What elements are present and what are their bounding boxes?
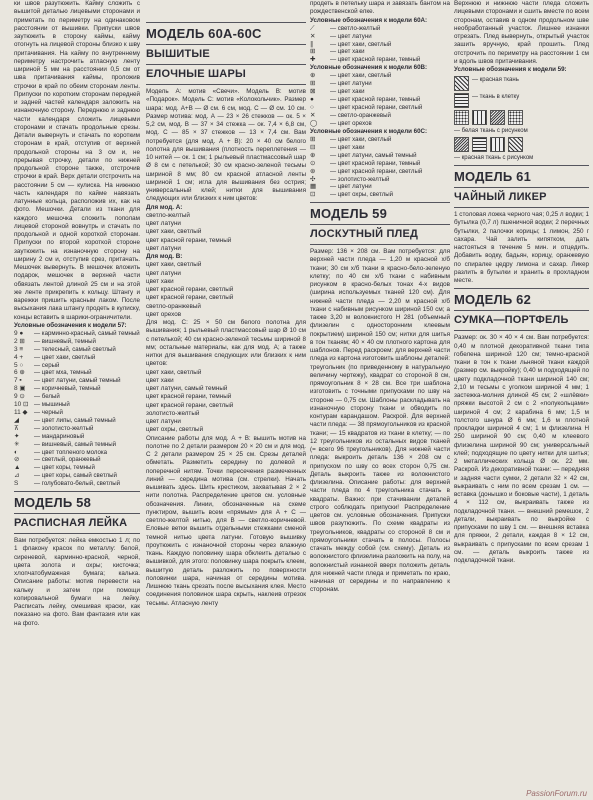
model-58-title: МОДЕЛЬ 58 [14, 495, 92, 511]
model-60-title: МОДЕЛЬ 60А-60С [146, 26, 262, 41]
stitch-symbol-icon: 8 ▣ [14, 385, 26, 393]
stitch-symbol-icon: ● [310, 96, 314, 104]
model-61-name: ЧАЙНЫЙ ЛИКЕР [454, 191, 547, 204]
legend-item: ✕ — цвет латуни [310, 32, 372, 40]
swatch-row-patterns [454, 110, 589, 125]
stitch-symbol-icon: ⊕ [310, 151, 316, 159]
divider [454, 165, 589, 166]
legend-item: ▲ — цвет коры, темный [14, 464, 95, 472]
legend-item: 9 ● — карминно-красный, самый темный [14, 329, 140, 337]
model-58-body: Вам потребуется: лейка емкостью 1 л; по 1 флакону красок по металлу: белой, сиреневой, карминно-красной, черной, цвета золота и охры; кисточка; хлопчатобумажная бумага; калька. Описание работы: мотив перевести на кальку и затем при помощи копировальной бумаги на лейку. Расписать лейку, смешивая краски, как показано на фото. Вам фантазия или как на фото. [14, 537, 140, 627]
list-c-item: цвет латуни, самый темный [146, 385, 228, 392]
watermark: PassionForum.ru [526, 789, 587, 798]
stitch-symbol-icon: ✚ [310, 56, 316, 64]
plaid-fabric-swatch [454, 93, 469, 108]
stitch-symbol-icon: ⊞ [310, 135, 316, 143]
col3-top-text: продеть в петельку шара и завязать бантом на рождественской елке. [310, 0, 450, 16]
legend-item: ⊡ — цвет охры, светлый [310, 191, 394, 199]
list-b-item: цвет красной герани, светлый [146, 286, 234, 293]
model-59-title: МОДЕЛЬ 59 [310, 206, 388, 222]
model-61-body: 1 столовая ложка черного чая; 0,25 л водки; 1 бутылка (0,7 л) пшеничной водки; 2 перечных бутылки, 2 палочки корицы; 1 лимон, 250 г сахара. Чай залить кипятком, дать настояться в течение 5 мин. и отцедить. Добавить водку, бадьян, корицу, оранжевую по спиралке цедру лимона и сахар. Ликер разлить в бутылки и хранить в прохладном месте. [454, 211, 589, 285]
stitch-symbol-icon: 9 ⊙ [14, 393, 25, 401]
printed-fabric-swatch [472, 137, 487, 152]
printed-fabric-swatch [454, 137, 469, 152]
legend-item: ✣ — золотисто-желтый [310, 175, 390, 183]
legend-item: 4 + — цвет хаки, светлый [14, 353, 96, 361]
list-a-item: светло-желтый [146, 211, 190, 219]
divider [310, 202, 450, 203]
legend-item: ⊟ — цвет хаки [310, 143, 365, 151]
legend-item: ⊞ — цвет хаки [310, 48, 365, 56]
printed-fabric-swatch [490, 110, 505, 125]
list-b-item: цвет хаки, светлый [146, 261, 202, 269]
stitch-symbol-icon: ○ [310, 104, 314, 112]
legend-item: ◐ — цвет топленого молока [14, 448, 108, 456]
legend-item: ⊕ — цвет латуни, самый темный [310, 151, 417, 159]
legend-item: ● — цвет красной герани, темный [310, 96, 421, 104]
legend-item: ✳ — вишневый, самый темный [14, 440, 117, 448]
legend-item: ⊘ — светлый, оранжевый [14, 456, 101, 464]
list-c-item: цвет латуни [146, 418, 181, 425]
stitch-symbol-icon: ⊡ [310, 191, 316, 199]
divider [146, 22, 306, 23]
legend-60a-title: Условные обозначения к модели 60А: [310, 16, 428, 24]
list-a-item: цвет хаки, светлый [146, 228, 202, 236]
legend-60b-title: Условные обозначения к модели 60В: [310, 64, 428, 72]
model-59-body: Размер: 136 × 208 см. Вам потребуется: для верхней части пледа — 1,20 м красной х/б ткани; 30 см х/б ткани в красно-бело-зеленую клетку; по 40 см х/б ткани с набивным рисунком в красно-белых тонах 4-х видов (ширина используемых тканей 120 см). Для нижней части пледа — 2,20 м красной х/б ткани с набивным рисунком шириной 150 см; а также 3,20 м волокнистого H 281 (объемный флизелин с односторонним клеевым покрытием) шириной 150 см; нитки для шитья в тон тканям; 40 × 40 см плотного картона для шаблонов. Перед раскроем: для верхней части пледа из картона изготовить шаблоны деталей: треугольник (по приведенному в натуральную величину чертежу), квадрат со стороной 8 см, прямоугольник 8 × 28 см. Все три шаблона изготовить с точными припусками по шву на стороне — 0,75 см. Шаблоны раскладывать на изнаночную сторону ткани и обводить по контурам карандашом. Раскрой. Для верхней части пледа: — 38 прямоугольников из красной ткани; — 15 квадратов из ткани в клетку; — по 12 треугольников из остальных видов тканей (= всего 96 треугольников). Для нижней части пледа: выкроить деталь 136 × 208 см с припуском по шву со всех сторон 0,75 см. Деталь выкроить также из волокнистого флизелина. Описание работы: для верхней части пледа по 4 треугольника стачать в квадраты. Важно: при стачивании деталей строго соблюдать припуски! Распределение цветов см. условные обозначения. Припуски швов разутюжить. По схеме квадраты из треугольников, квадраты со стороной 8 см и прямоугольники стачать в полосы. Полосы стачать между собой (см. схему). Деталь из волокнистого флизелина разложить на полу, на волокнистый изнанкой вверх положить деталь для нижней части пледа и приметать по краю, начиная от середины и по направлению к сторонам. [310, 248, 450, 594]
model-60-body-3: Описание работы для мод. А + В: вышить мотив на полотне по 2 детали размером 20 × 20 см и для мод. С 2 детали размером 25 × 25 см. Срезы деталей обметать. Разметить середину по долевой и поперечной нитям. Точки пересечения размеченных линий — середина мотива (см. стрелки). Начать вышивать здесь. Шить крестиком, захватывая 2 × 2 нити полотна. Распределение цветов см. условные обозначения. Линии, обозначенные на схеме пунктиром, вышить всем «прямым» для А + С — светло-желтой нитью, для В — светло-коричневой. Еловые ветки вышить отдельными стежками сменой темной нитью цвета латуни. Готовую вышивку проутюжить с изнаночной стороны через влажную ткань. Каждую половинку шара обклеить деталью с вышивкой, для этого: половинку шара покрыть клеем, вышитую деталь разложить по поверхности половинки шара, начиная от середины мотива. Лишнюю ткань срезать после высыхания клея. Место соединения половинок шара скрыть, наклеив отрезок тесьмы. Атласную ленту [146, 434, 306, 607]
list-b-item: светло-оранжевый [146, 302, 201, 310]
legend-item: ⊠ — цвет хаки [310, 88, 365, 96]
legend-item: S — голубовато-белый, светлый [14, 480, 120, 488]
legend-item: ∥ — цвет хаки, светлый [310, 40, 392, 48]
stitch-symbol-icon: ⊿ [14, 472, 20, 480]
red-fabric-swatch [454, 76, 469, 91]
list-b-item: цвет латуни [146, 269, 181, 277]
legend-item: 10 ⊡ — мышиный [14, 401, 70, 409]
stitch-symbol-icon: ⊛ [310, 167, 316, 175]
stitch-symbol-icon: ⊞ [310, 80, 316, 88]
divider [454, 330, 589, 331]
legend-item: ◯ — цвет орехов [310, 119, 372, 127]
stitch-symbol-icon: ✕ [310, 32, 316, 40]
list-b-title: Для мод. В: [146, 253, 183, 260]
legend-item: ✚ — цвет красной герани, темный [310, 56, 421, 64]
model-61-title: МОДЕЛЬ 61 [454, 169, 532, 185]
column-2 [146, 0, 306, 800]
column-3 [310, 0, 450, 800]
col4-top-text: Верхнюю и нижнюю части пледа сложить лицевыми сторонами и сшить вместе по всем сторонам, оставив в одном продольном шве необработанный участок. Лишнее изнанки отрезать. Плед вывернуть, открытый участок зашить вручную, край прошить. Плед отстрочить по периметру на расстоянии 1 см и вдоль швов притачивания. [454, 0, 589, 65]
stitch-symbol-icon: ✦ [14, 432, 20, 440]
stitch-symbol-icon: 11 ◆ [14, 409, 28, 417]
list-b-item: цвет орехов [146, 310, 182, 318]
intro-text: ки швов разутюжить. Кайму сложить с вышитой деталью лицевыми сторонами и приметать по периметру на одинаковом расстоянии от вышивки. Припуски швов заутюжить в сторону каймы, кайму отогнуть на лицевой стороны близко к шву притачивания. На кайму по внутреннему периметру настрочить атласную ленту шириной 5 мм на расстоянии 0,5 см от шва притачивания каймы, проложив строчки в край по обеим сторонам ленты. Припуски по коротким сторонам передней и задней частей календаря заложить на изнаночную сторону. Переднюю и заднюю части календаря сложить лицевыми сторонами и стачать продольные срезы. Детали вывернуть и стачать по коротким сторонам в край, отступив от верхней продольной стороны на 3 см и, не прерывая строчку, детали по нижней продольной стороне также, отстрочив строчки в край. Верх детали отстрочить на расстоянии 5 см — кулиска. На нижнюю часть календаря по кайме навязать латунные кольца, расположив их, как на фото. Мешочки. Детали из ткани для каждого мешочка сложить пополам лицевой стороной вовнутрь и стачать по продольной и одной короткой сторонам. Припуски по второй короткой стороне заутюжить на изнаночную сторону на ширину 2 см и, отступив срез, притачать. Мешочек вывернуть. В мешочек вложить подарок, мешочек в верхней части обвязать лентой длиной 25 см и на этой же ленте прикрепить к кольцу. Штангу и варежки пришить красным лаком. После высыхания лака штангу продеть в кулиску, концы вставить в шарики-ограничители. [14, 0, 140, 321]
list-c-item: цвет охры, светлый [146, 426, 204, 434]
list-a-item: цвет латуни [146, 220, 181, 227]
divider [14, 533, 140, 534]
legend-item: 11 ◆ — черный [14, 409, 63, 417]
swatch-label: — красная ткань [472, 77, 519, 84]
legend-item: 2 ⊞ — вишневый, темный [14, 337, 96, 345]
stitch-symbol-icon: 3 ≡ [14, 345, 24, 353]
list-b-item: цвет красной герани, светлый [146, 294, 234, 302]
list-a-item: цвет латуни [146, 244, 181, 252]
model-60-name-line2: ЕЛОЧНЫЕ ШАРЫ [146, 68, 246, 80]
legend-item: 7 ▪ — цвет латуни, самый темный [14, 377, 121, 385]
divider [14, 513, 140, 514]
swatch-row [454, 93, 589, 108]
model-58-name: РАСПИСНАЯ ЛЕЙКА [14, 517, 128, 530]
model-60-body-2: Для мод. С: 25 × 50 см белого полотна для вышивания; 1 рыльевый пластмассовый шар Ø 10 см с петелькой; 40 см красно-зеленой тесьмы шириной 8 мм; остальные материалы, как для мод. А; а также нитки для вышивания следующих или близких к ним цветов: [146, 319, 306, 368]
column-1 [14, 0, 140, 800]
stitch-symbol-icon: 7 ▪ [14, 377, 22, 385]
legend-57-title: Условные обозначения к модели 57: [14, 321, 127, 329]
legend-item: ○ — цвет красной герани, светлый [310, 104, 423, 112]
stitch-symbol-icon: ⊟ [310, 143, 316, 151]
legend-item: 9 ⊙ — белый [14, 393, 60, 401]
stitch-symbol-icon: ▲ [14, 464, 21, 472]
legend-item: ⟋ — светло-желтый [310, 24, 381, 32]
stitch-symbol-icon: ◐ [14, 448, 18, 456]
stitch-symbol-icon: 5 ○ [14, 361, 24, 369]
legend-item: ⊕ — цвет хаки, светлый [310, 72, 392, 80]
printed-fabric-swatch [490, 137, 505, 152]
swatch-row-patterns [454, 137, 589, 152]
legend-item: 8 ▣ — коричневый, темный [14, 385, 101, 393]
divider [454, 288, 589, 289]
swatch-label: — ткань в клетку [472, 94, 520, 101]
legend-60b [310, 72, 450, 127]
legend-item: ◢ — цвет липы, самый темный [14, 416, 116, 424]
stitch-symbol-icon: S [14, 480, 19, 488]
legend-item: ▦ — цвет латуни [310, 183, 372, 191]
list-c-item: цвет красной герани, темный [146, 393, 232, 401]
legend-57 [14, 330, 140, 488]
model-60-name-line1: ВЫШИТЫЕ [146, 48, 210, 60]
printed-fabric-swatch [508, 110, 523, 125]
legend-60c-title: Условные обозначения к модели 60С: [310, 127, 428, 135]
legend-item: ⊛ — цвет красной герани, светлый [310, 167, 423, 175]
divider [310, 244, 450, 245]
divider [14, 491, 140, 492]
stitch-symbol-icon: ▦ [310, 183, 317, 191]
legend-item: ⊙ — цвет красной герани, темный [310, 159, 421, 167]
stitch-symbol-icon: ⊼ [14, 424, 19, 432]
stitch-symbol-icon: 4 + [14, 353, 24, 361]
printed-fabric-swatch [508, 137, 523, 152]
legend-item: ⊞ — цвет латуни [310, 80, 372, 88]
legend-item: ✕ — светло-оранжевый [310, 111, 391, 119]
stitch-symbol-icon: ∥ [310, 40, 314, 48]
stitch-symbol-icon: ⊘ [14, 456, 20, 464]
list-a-item: цвет красной герани, темный [146, 236, 232, 244]
stitch-symbol-icon: 10 ⊡ [14, 401, 29, 409]
divider [146, 84, 306, 85]
stitch-symbol-icon: 9 ● [14, 329, 24, 337]
stitch-symbol-icon: ✣ [310, 175, 316, 183]
model-62-name: СУМКА—ПОРТФЕЛЬ [454, 314, 569, 327]
stitch-symbol-icon: ⟋ [310, 24, 315, 32]
stitch-symbol-icon: ⊠ [310, 88, 316, 96]
stitch-symbol-icon: 2 ⊞ [14, 337, 25, 345]
list-c-item: цвет хаки [146, 376, 174, 384]
divider [454, 310, 589, 311]
legend-60a [310, 25, 450, 65]
legend-item: ⊿ — цвет коры, самый светлый [14, 472, 117, 480]
legend-item: ⊼ — золотисто-желтый [14, 424, 94, 432]
legend-59-title: Условные обозначения к модели 59: [454, 66, 567, 73]
stitch-symbol-icon: ◢ [14, 416, 19, 424]
stitch-symbol-icon: ⊙ [310, 159, 316, 167]
stitch-symbol-icon: ⊞ [310, 48, 316, 56]
model-60-body-1: Модель А: мотив «Свечи». Модель В: мотив «Подарок». Модель С: мотив «Колокольчик». Размер шара: мод. А+В — Ø см. 6 см, мод. С — Ø см. 10 см. Размер мотива: мод. А — 23 × 26 стежков — ок. 5 × 5,2 см, мод. В — 37 × 34 стежка — ок. 7,4 × 6,8 см, мод. С — 85 × 37 стежков — 13 × 7,4 см. Вам потребуется (для мод. А + В): 20 × 40 см белого полотна для вышивания (плотность переплетения — 10 нитей — ок. 1 см; 1 рыльевый пластмассовый шар Ø 8 см с петелькой; 30 см красно-зеленой тесьмы шириной 8 мм; 80 см красной атласной ленты шириной 1 см; игла для вышивания без острия; универсальный клей; нитки для вышивания следующих или близких к ним цветов: [146, 88, 306, 203]
divider [454, 207, 589, 208]
list-c-item: цвет красной герани, светлый [146, 401, 234, 409]
model-59-name: ЛОСКУТНЫЙ ПЛЕД [310, 228, 419, 241]
printed-fabric-swatch [454, 110, 469, 125]
legend-item: ✦ — мандариновый [14, 432, 85, 440]
divider [454, 187, 589, 188]
legend-item: ⊞ — цвет хаки, светлый [310, 135, 392, 143]
list-c-item: золотисто-желтый [146, 409, 200, 417]
legend-item: 5 ○ — серый [14, 361, 60, 369]
swatch-label: — красная ткань с рисунком [454, 155, 534, 162]
stitch-symbol-icon: ✳ [14, 440, 20, 448]
list-c-item: цвет хаки, светлый [146, 368, 202, 376]
stitch-symbol-icon: 6 ⊕ [14, 369, 25, 377]
swatch-row [454, 76, 589, 91]
printed-fabric-swatch [472, 110, 487, 125]
model-62-title: МОДЕЛЬ 62 [454, 292, 532, 308]
column-4 [454, 0, 589, 800]
list-a-title: Для мод. А: [146, 203, 183, 211]
stitch-symbol-icon: ⊕ [310, 72, 316, 80]
divider [310, 224, 450, 225]
legend-item: 6 ⊕ — цвет мха, темный [14, 369, 92, 377]
list-b-item: цвет хаки [146, 277, 174, 285]
legend-item: 3 ≡ — телесный, самый светлый [14, 345, 116, 353]
stitch-symbol-icon: ✕ [310, 111, 316, 119]
model-62-body: Размер: ок. 30 × 40 × 4 см. Вам потребуется: 0,40 м плотной декоративной ткани типа гобелена шириной 120 см; темно-красной ткани в тон к ткани льняной ткани каждой (размер см. выкройку); 0,40 м подходящей по цвету подкладочной ткани шириной 140 см; 2,10 м тесьмы с уголком шириной 4 мм; 1 застежка-молния длиной 45 см; 2 «шлёвки» пряжки высотой 2 см с 2 «полукольцами» шириной 4 см; 2 карабина 6 мм; 1,5 м толстого шнура Ø 6 мм; 1,6 м плотной прокладки шириной 4 см; 1 м флизелина H 250 шириной 90 см; 0,40 м клеевого флизелина шириной 90 см; универсальный клей; подходящие по цвету нитки для шитья; 2 металлических кольца Ø ок. 22 мм. Раскрой. Из декоративной ткани: — передняя и задняя части сумки, 2 детали 32 × 42 см, выкраивать с ним по всем срезам 1 см. — вставка (донышко и боковые части), 1 деталь 4 × 112 см, выкраивать также из подкладочной ткани. — внешний ремешок, 2 детали, выкраивать по выкройке с припусками по шву 1 см. — внешняя вставка для пряжки, 2 детали, каждая 8 × 12 см, выкраивать с припусками по всем срезам 1 см. — деталь выкроить также из подкладочной ткани. [454, 334, 589, 565]
legend-60c [310, 136, 450, 199]
divider [146, 64, 306, 65]
divider [146, 44, 306, 45]
stitch-symbol-icon: ◯ [310, 119, 318, 127]
swatch-label: — белая ткань с рисунком [454, 128, 528, 135]
